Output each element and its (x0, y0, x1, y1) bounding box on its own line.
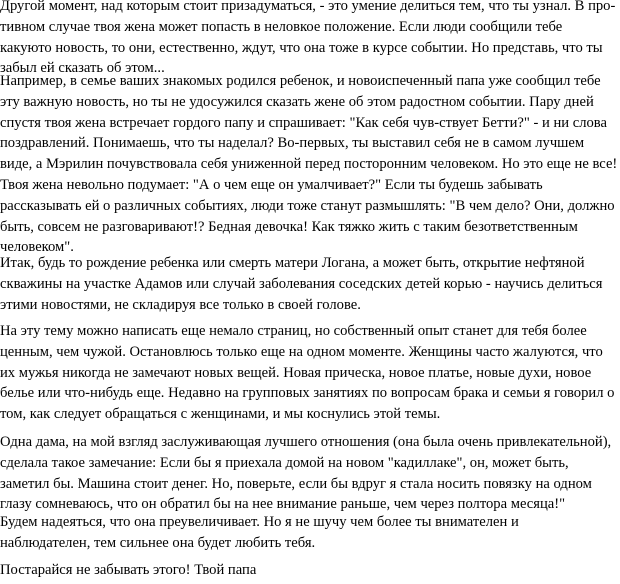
text-line: ценным, чем чужой. Остановлюсь только еще на одном моменте. Женщины часто жалуются, что (0, 343, 603, 360)
text-line: Другой момент, над которым стоит призадуматься, - это умение делиться тем, что ты узнал. В про- (0, 0, 616, 14)
signature-line: Постарайся не забывать этого! Твой папа (0, 562, 257, 578)
text-line: На эту тему можно написать еще немало страниц, но собственный опыт станет для тебя более (0, 323, 587, 339)
text-line: спустя твоя жена встречает гордого папу и спрашивает: "Как себя чув-ствует Бетти?" - и ни слова (0, 114, 607, 131)
text-line: том, как следует обращаться с женщинами, и мы коснулись этой темы. (0, 406, 441, 423)
paragraph-4 (0, 321, 618, 425)
text-line: эту важную новость, но ты не удосужился сказать жене об этом радостном событии. Пару дней (0, 93, 594, 110)
paragraph-3 (0, 253, 618, 315)
text-line: тивном случае твоя жена может попасть в неловкое положение. Если люди сообщили тебе (0, 18, 563, 35)
paragraph-1 (0, 0, 618, 79)
paragraph-5 (0, 432, 618, 515)
text-line: этими новостями, не складируя все только в своей голове. (0, 296, 361, 313)
text-line: быть, совсем не разговаривают!? Бедная девочка! Как тяжко жить с таким безответственным (0, 218, 578, 235)
text-line: глазу сомневаюсь, что он обратил бы на нее внимание раньше, чем через полтора месяца!" (0, 496, 566, 513)
paragraph-7 (0, 560, 618, 581)
text-line: забыл ей сказать об этом... (0, 60, 165, 77)
text-line: Будем надеяться, что она преувеличивает. Но я не шучу чем более ты внимателен и (0, 514, 519, 530)
text-line: какуюто новость, то они, естественно, ждут, что она тоже в курсе событии. Но представь, что ты (0, 39, 603, 56)
text-line: человеком". (0, 239, 74, 256)
text-line: поздравлений. Понимаешь, что ты наделал? Во-первых, ты выставил себя не в самом лучшем (0, 135, 585, 152)
text-line: Одна дама, на мой взгляд заслуживающая лучшего отношения (она была очень привлекательной), (0, 434, 612, 450)
text-line: белье или что-нибудь еще. Недавно на групповых занятиях по вопросам брака и семьи я говорил о (0, 385, 615, 402)
text-line: скважины на участке Адамов или случай заболевания соседских детей корью - научись делиться (0, 275, 603, 292)
text-line: Итак, будь то рождение ребенка или смерть матери Логана, а может быть, открытие нефтяной (0, 255, 585, 271)
paragraph-2 (0, 71, 618, 258)
text-line: заметил бы. Машина стоит денег. Но, поверьте, если бы вдруг я стала носить повязку на одном (0, 475, 592, 492)
text-line: наблюдателен, тем сильнее она будет любить тебя. (0, 534, 316, 551)
text-line: рассказывать ей о различных событиях, люди тоже станут размышлять: "В чем дело? Они, должно (0, 197, 615, 214)
text-line: виде, а Мэрилин почувствовала себя униженной перед посторонним человеком. Но это еще не все! (0, 156, 618, 173)
paragraph-6 (0, 512, 618, 554)
text-line: их мужья никогда не замечают новых вещей. Новая прическа, новое платье, новые духи, новое (0, 364, 592, 381)
text-line: Например, в семье ваших знакомых родился ребенок, и новоиспеченный папа уже сообщил тебе (0, 73, 601, 89)
text-line: сделала такое замечание: Если бы я приехала домой на новом "кадиллаке", он, может быть, (0, 454, 569, 471)
text-line: Твоя жена невольно подумает: "А о чем еще он умалчивает?" Если ты будешь забывать (0, 176, 543, 193)
